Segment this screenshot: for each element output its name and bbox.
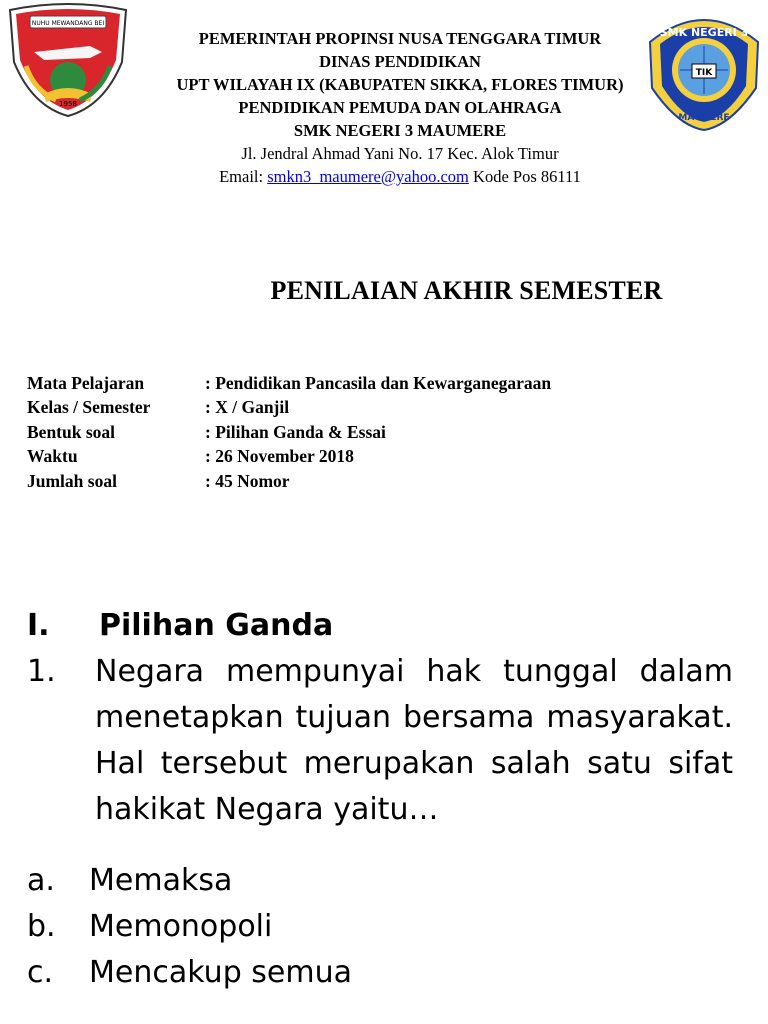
option-letter: b. [27,909,56,944]
letterhead-school-name: SMK NEGERI 3 MAUMERE [293,121,507,140]
option-text: Mencakup semua [89,955,352,990]
letterhead-department: DINAS PENDIDIKAN [319,52,481,71]
section-title: Pilihan Ganda [99,608,334,643]
info-value: : Pendidikan Pancasila dan Kewarganegaraan [205,373,552,393]
info-value: : X / Ganjil [205,397,290,418]
postal-code: Kode Pos 86111 [468,167,581,186]
right-logo-top-text: SMK NEGERI 3 [659,26,749,39]
sikka-regency-logo [4,2,132,120]
letterhead-government: PEMERINTAH PROPINSI NUSA TENGGARA TIMUR [198,29,602,48]
document-title: PENILAIAN AKHIR SEMESTER [270,276,663,305]
info-key: Mata Pelajaran [27,373,145,393]
info-value: : Pilihan Ganda & Essai [205,421,386,442]
section-heading [27,603,733,649]
letterhead-youth-sports: PENDIDIKAN PEMUDA DAN OLAHRAGA [238,98,562,117]
exam-content [27,600,733,996]
letterhead-address: Jl. Jendral Ahmad Yani No. 17 Kec. Alok Timur [241,144,559,163]
letterhead [140,27,660,188]
info-row [27,371,551,395]
letterhead-upt: UPT WILAYAH IX (KABUPATEN SIKKA, FLORES TIMUR) [176,75,624,94]
info-key: Kelas / Semester [27,397,151,418]
answer-options [27,858,733,996]
left-logo-year: 1958 [59,100,77,108]
info-value: : 26 November 2018 [205,446,354,467]
option-text: Memonopoli [89,909,273,944]
section-number: I. [27,608,50,643]
info-key: Jumlah soal [27,470,117,491]
email-link[interactable]: smkn3_maumere@yahoo.com [267,167,469,186]
answer-option [27,950,733,996]
email-label: Email: [219,167,268,186]
question-number: 1. [27,654,56,689]
question-item [27,649,733,833]
answer-option [27,904,733,950]
answer-option [27,858,733,904]
exam-info-table [27,371,551,493]
letterhead-contact [140,165,660,188]
info-row [27,420,551,444]
question-text: Negara mempunyai hak tunggal dalam menetapkan tujuan bersama masyarakat. Hal tersebut merupakan salah satu sifat hakikat Negara yaitu… [95,654,733,827]
option-letter: a. [27,863,55,898]
option-text: Memaksa [89,863,233,898]
left-logo-banner-text: NUHU MEWANDANG BEI [31,20,105,27]
info-row [27,444,551,468]
info-key: Bentuk soal [27,421,116,442]
right-logo-center-text: TIK [695,68,713,78]
right-logo-bottom-text: MAUMERE [678,113,730,123]
info-key: Waktu [27,446,78,467]
option-letter: c. [27,955,54,990]
info-value: : 45 Nomor [205,470,290,491]
info-row [27,469,551,493]
info-row [27,395,551,419]
